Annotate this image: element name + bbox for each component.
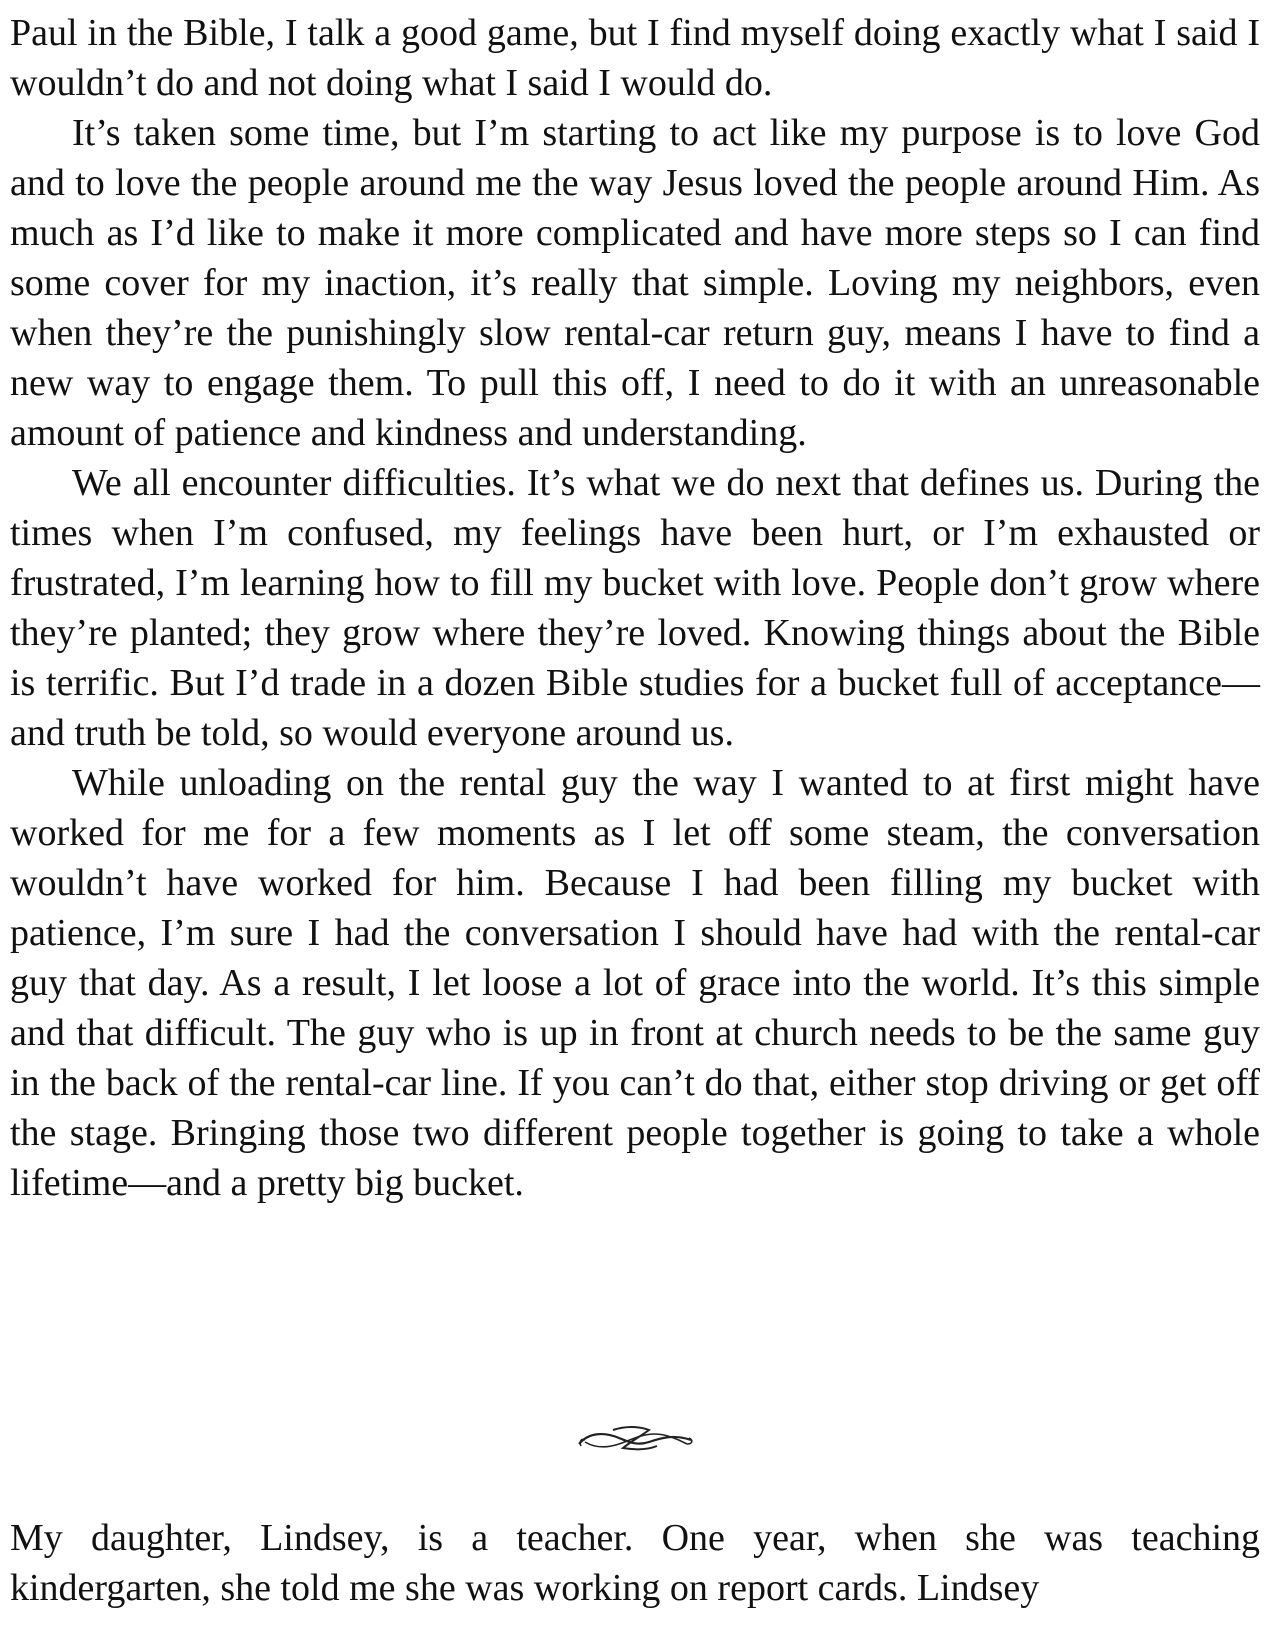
paragraph-3: We all encounter difficulties. It’s what we do next that defines us. During the times when I’m confused, my feelings have been hurt, or I’m exhausted or frustrated, I’m learning how to fill my bucket with love. People don’t grow where they’re planted; they grow where they’re loved. Knowing things about the Bible is terrific. But I’d trade in a dozen Bible studies for a bucket full of acceptance—and truth be told, so would everyone around us. xyxy=(10,462,1260,754)
paragraph-2: It’s taken some time, but I’m starting to act like my purpose is to love God and to love the people around me the way Jesus loved the people around Him. As much as I’d like to make it more complicated and have more steps so I can find some cover for my inaction, it’s really that simple. Loving my neighbors, even when they’re the punishingly slow rental-car return guy, means I have to find a new way to engage them. To pull this off, I need to do it with an unreasonable amount of patience and kindness and understanding. xyxy=(10,112,1260,454)
paragraph-1: Paul in the Bible, I talk a good game, but I find myself doing exactly what I said I wouldn’t do and not doing what I said I would do. xyxy=(10,12,1260,104)
next-section-paragraph: My daughter, Lindsey, is a teacher. One year, when she was teaching kindergarten, she told me she was working on report cards. Lindsey xyxy=(10,1517,1260,1609)
flourish-ornament-icon xyxy=(575,1418,695,1458)
book-page-body xyxy=(10,8,1260,1208)
next-section xyxy=(10,1513,1260,1613)
paragraph-4: While unloading on the rental guy the way I wanted to at first might have worked for me for a few moments as I let off some steam, the conversation wouldn’t have worked for him. Because I had been filling my bucket with patience, I’m sure I had the conversation I should have had with the rental-car guy that day. As a result, I let loose a lot of grace into the world. It’s this simple and that difficult. The guy who is up in front at church needs to be the same guy in the back of the rental-car line. If you can’t do that, either stop driving or get off the stage. Bringing those two different people together is going to take a whole lifetime—and a pretty big bucket. xyxy=(10,762,1260,1204)
